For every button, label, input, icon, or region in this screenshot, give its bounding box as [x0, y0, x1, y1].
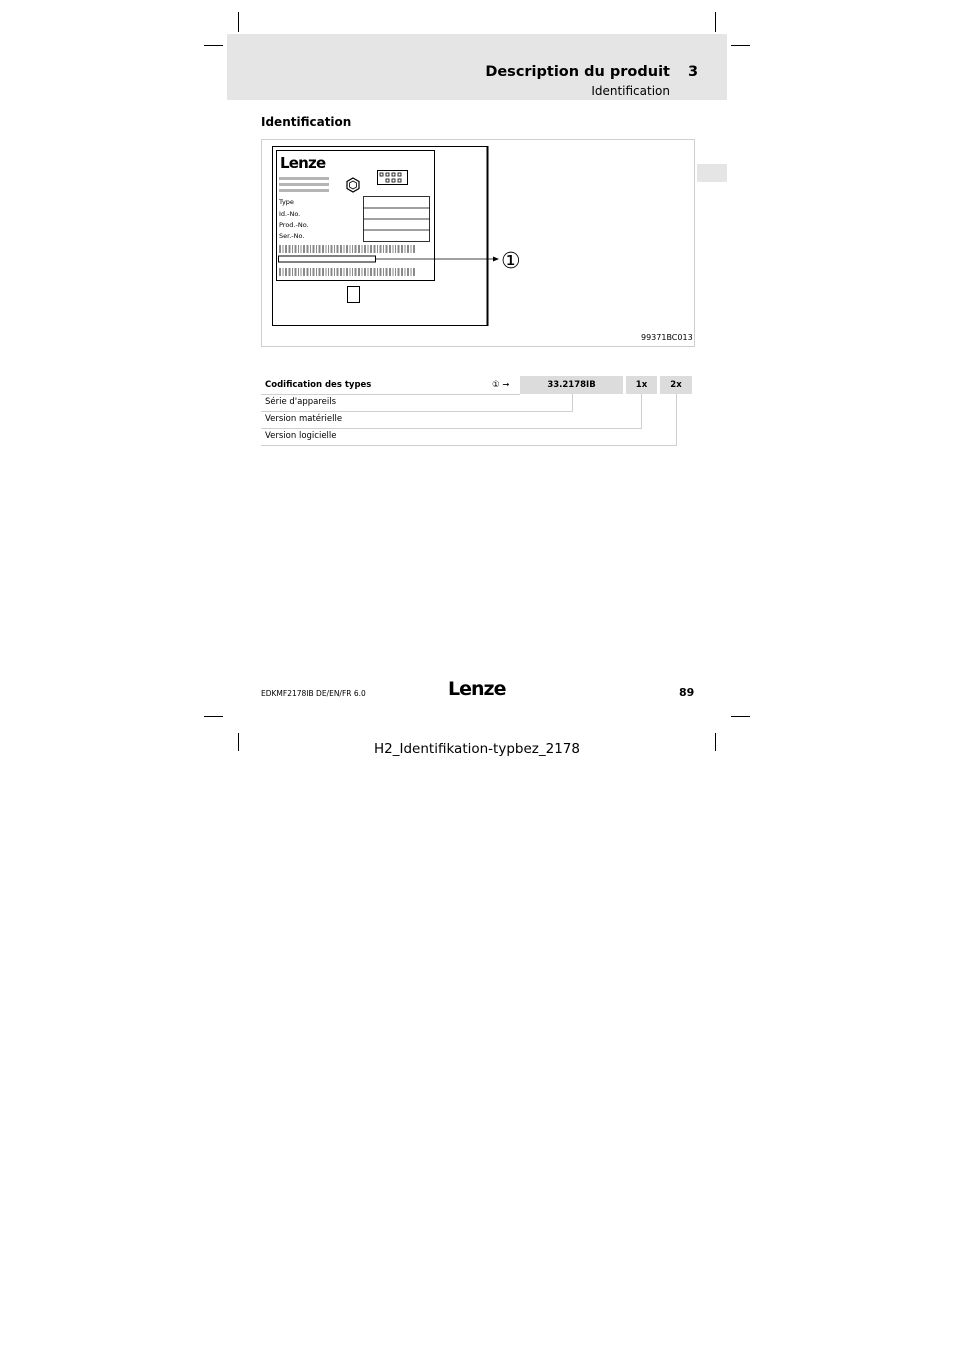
barcode-bar	[383, 245, 384, 253]
barcode-bar	[380, 245, 382, 253]
barcode-bar	[350, 268, 351, 276]
nameplate-field-label: Id.-No.	[279, 210, 301, 218]
barcode-bar	[298, 268, 299, 276]
barcode-bar	[285, 268, 287, 276]
barcode-bar	[310, 268, 311, 276]
barcode-bar	[386, 245, 388, 253]
type-code-row-label: Série d'appareils	[265, 397, 337, 407]
connector-icon	[378, 171, 408, 185]
barcode-bar	[340, 268, 342, 276]
nameplate-text-bar	[279, 183, 329, 186]
barcode-bar	[328, 245, 329, 253]
barcode-bar	[319, 268, 321, 276]
chapter-title: Description du produit	[485, 64, 670, 80]
barcode-bar	[355, 268, 357, 276]
type-code-segment: 2x	[660, 376, 692, 394]
barcode-bar	[303, 268, 305, 276]
barcode-bar	[285, 245, 287, 253]
barcode-bar	[328, 268, 329, 276]
barcode-bar	[355, 245, 357, 253]
figure-code: 99371BC013	[641, 333, 693, 342]
type-code-reference: ① ➞	[492, 380, 510, 390]
barcode-bar	[334, 268, 335, 276]
table-rule	[261, 428, 642, 429]
barcode-bar	[298, 245, 299, 253]
barcode-bar	[398, 268, 400, 276]
nameplate-field-label: Ser.-No.	[279, 232, 305, 240]
table-rule	[261, 445, 677, 446]
type-code-row-label: Version logicielle	[265, 431, 337, 441]
table-connector	[572, 394, 573, 412]
barcode-bar	[289, 245, 291, 253]
table-connector	[676, 394, 677, 446]
barcode-bar	[364, 268, 366, 276]
type-code-segment: 1x	[626, 376, 657, 394]
hex-nut-icon	[347, 178, 359, 192]
barcode-bar	[407, 268, 409, 276]
barcode-bar	[383, 268, 384, 276]
barcode-bar	[322, 268, 324, 276]
barcode-bar	[283, 268, 284, 276]
barcode-bar	[313, 245, 315, 253]
nameplate-text-bar	[279, 189, 329, 192]
crop-mark	[238, 12, 239, 32]
barcode-bar	[368, 268, 369, 276]
barcode-bar	[362, 245, 363, 253]
barcode-bar	[292, 268, 293, 276]
type-code-segment: 33.2178IB	[520, 376, 623, 394]
barcode-bar	[405, 268, 406, 276]
barcode-bar	[405, 245, 406, 253]
barcode-bar	[307, 245, 309, 253]
barcode-bar	[411, 268, 412, 276]
barcode-bar	[322, 245, 324, 253]
chapter-number: 3	[688, 64, 699, 80]
barcode-bar	[401, 268, 403, 276]
table-rule	[261, 411, 573, 412]
type-code-highlight	[279, 256, 376, 262]
label-slot	[348, 287, 360, 303]
barcode-bar	[289, 268, 291, 276]
barcode-bar	[283, 245, 284, 253]
barcode-bar	[411, 245, 412, 253]
barcode-bar	[358, 245, 360, 253]
type-code-heading: Codification des types	[265, 380, 372, 390]
barcode-bar	[393, 268, 394, 276]
crop-mark	[731, 45, 750, 46]
barcode-bar	[386, 268, 388, 276]
page-number: 89	[679, 686, 695, 699]
barcode-bar	[352, 268, 353, 276]
barcode-bar	[279, 245, 281, 253]
callout-marker: ①	[501, 249, 521, 274]
barcode	[279, 268, 415, 276]
barcode-bar	[377, 245, 378, 253]
footer-brand-logo: Lenze	[448, 678, 506, 700]
crop-mark	[204, 716, 223, 717]
barcode-bar	[331, 268, 333, 276]
crop-mark	[731, 716, 750, 717]
barcode-bar	[337, 268, 339, 276]
nameplate-brand-logo: Lenze	[280, 154, 326, 172]
nameplate-field-label: Type	[279, 198, 294, 206]
barcode-bar	[331, 245, 333, 253]
chapter-side-tab	[697, 164, 727, 182]
barcode-bar	[370, 245, 372, 253]
barcode-bar	[364, 245, 366, 253]
nameplate-text-bar	[279, 177, 329, 180]
barcode-bar	[380, 268, 382, 276]
barcode-bar	[352, 245, 353, 253]
chapter-subtitle: Identification	[591, 84, 670, 98]
barcode-bar	[413, 245, 415, 253]
table-rule	[261, 394, 520, 395]
table-connector	[641, 394, 642, 429]
barcode-bar	[316, 268, 317, 276]
barcode-bar	[413, 268, 415, 276]
section-heading: Identification	[261, 115, 352, 129]
barcode-bar	[358, 268, 360, 276]
barcode-bar	[393, 245, 394, 253]
barcode-bar	[407, 245, 409, 253]
crop-mark	[715, 12, 716, 32]
barcode-bar	[301, 268, 302, 276]
barcode-bar	[310, 245, 311, 253]
barcode-bar	[303, 245, 305, 253]
type-code-row-label: Version matérielle	[265, 414, 343, 424]
barcode-bar	[389, 268, 391, 276]
barcode-bar	[313, 268, 315, 276]
barcode-bar	[350, 245, 351, 253]
nameplate-field-label: Prod.-No.	[279, 221, 309, 229]
barcode-bar	[346, 268, 348, 276]
barcode-bar	[340, 245, 342, 253]
barcode-bar	[368, 245, 369, 253]
barcode-bar	[401, 245, 403, 253]
footer-document-id: EDKMF2178IB DE/EN/FR 6.0	[261, 689, 366, 698]
barcode-bar	[326, 268, 327, 276]
barcode-bar	[279, 268, 281, 276]
barcode-bar	[295, 268, 297, 276]
barcode-bar	[374, 245, 376, 253]
barcode-bar	[334, 245, 335, 253]
crop-mark	[204, 45, 223, 46]
barcode-bar	[337, 245, 339, 253]
barcode-bar	[292, 245, 293, 253]
barcode-bar	[389, 245, 391, 253]
barcode-bar	[344, 268, 345, 276]
nameplate-illustration	[262, 140, 694, 346]
barcode-bar	[295, 245, 297, 253]
barcode-bar	[377, 268, 378, 276]
barcode-bar	[319, 245, 321, 253]
barcode-bar	[398, 245, 400, 253]
barcode-bar	[370, 268, 372, 276]
barcode-bar	[301, 245, 302, 253]
barcode-bar	[346, 245, 348, 253]
file-caption: H2_Identifikation-typbez_2178	[374, 741, 580, 757]
barcode	[279, 245, 415, 253]
barcode-bar	[316, 245, 317, 253]
barcode-bar	[307, 268, 309, 276]
barcode-bar	[395, 245, 396, 253]
barcode-bar	[374, 268, 376, 276]
barcode-bar	[344, 245, 345, 253]
barcode-bar	[395, 268, 396, 276]
barcode-bar	[326, 245, 327, 253]
barcode-bar	[362, 268, 363, 276]
